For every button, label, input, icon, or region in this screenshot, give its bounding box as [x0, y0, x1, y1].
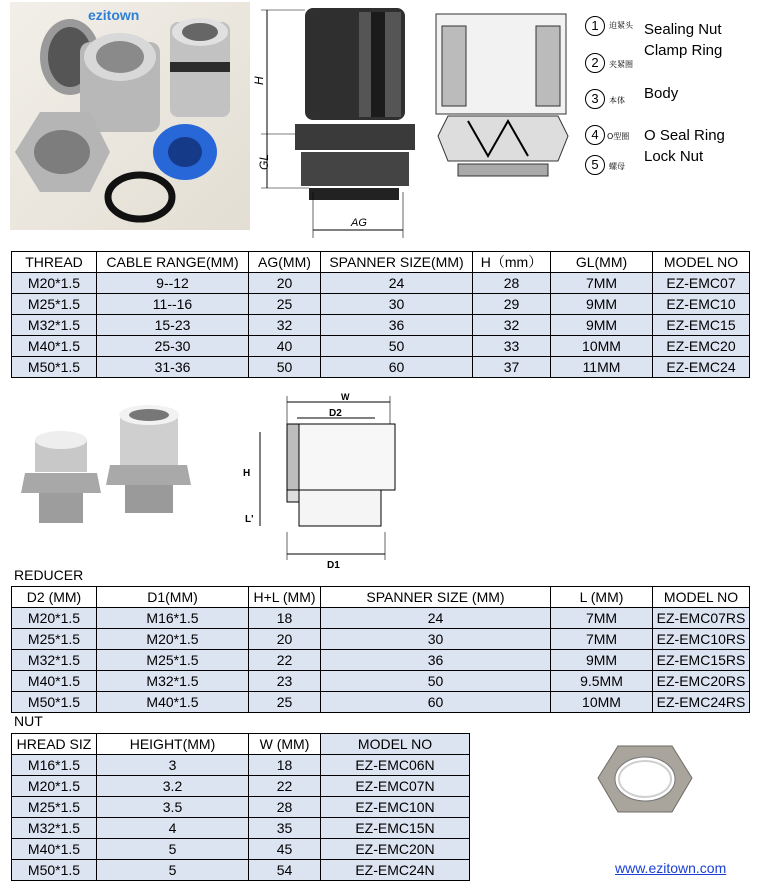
table-cell: 60 [321, 357, 473, 378]
table-cell: EZ-EMC15RS [653, 650, 750, 671]
header-cell: MODEL NO [321, 734, 470, 755]
table-cell: 20 [249, 273, 321, 294]
website-link[interactable]: www.ezitown.com [615, 860, 727, 876]
header-cell: L (MM) [551, 587, 653, 608]
table-cell: M16*1.5 [97, 608, 249, 629]
table-cell: 32 [473, 315, 551, 336]
cable-gland-parts-photo [10, 2, 250, 230]
photo-brand: ezitown [88, 7, 140, 23]
reducer-table-header [12, 587, 750, 608]
table-cell: 37 [473, 357, 551, 378]
table-cell: M50*1.5 [12, 692, 97, 713]
table-cell: 9MM [551, 294, 653, 315]
callout-cn-4: O型圈 [607, 132, 630, 141]
table-row [12, 629, 750, 650]
table-cell: EZ-EMC20RS [653, 671, 750, 692]
callout-lock-nut: Lock Nut [644, 148, 704, 165]
table-cell: 18 [249, 608, 321, 629]
table-row [12, 336, 750, 357]
header-cell: SPANNER SIZE(MM) [321, 252, 473, 273]
table-cell: 30 [321, 629, 551, 650]
table-row [12, 273, 750, 294]
table-cell: M50*1.5 [12, 357, 97, 378]
table-cell: 9.5MM [551, 671, 653, 692]
table-cell: 32 [249, 315, 321, 336]
table-cell: M20*1.5 [97, 629, 249, 650]
table-cell: 31-36 [97, 357, 249, 378]
table-cell: M40*1.5 [12, 336, 97, 357]
table-cell: EZ-EMC06N [321, 755, 470, 776]
table-cell: 29 [473, 294, 551, 315]
header-cell: D1(MM) [97, 587, 249, 608]
reducer-photo [15, 405, 220, 535]
table-cell: 11MM [551, 357, 653, 378]
table-cell: M40*1.5 [12, 839, 97, 860]
nut-title: NUT [14, 713, 43, 729]
table-cell: EZ-EMC24RS [653, 692, 750, 713]
table-row [12, 860, 470, 881]
table-cell: M16*1.5 [12, 755, 97, 776]
table-cell: 25 [249, 294, 321, 315]
callout-num-4: 4 [585, 125, 605, 145]
header-cell: SPANNER SIZE (MM) [321, 587, 551, 608]
gland-dimension-drawing [252, 2, 425, 242]
table-cell: 15-23 [97, 315, 249, 336]
table-cell: 20 [249, 629, 321, 650]
ag-label: AG [351, 217, 367, 229]
table-cell: 25 [249, 692, 321, 713]
callout-cn-1: 迫紧头 [609, 21, 633, 30]
header-cell: D2 (MM) [12, 587, 97, 608]
table-cell: 7MM [551, 608, 653, 629]
table-cell: 3.5 [97, 797, 249, 818]
table-row [12, 357, 750, 378]
gland-table-header [12, 252, 750, 273]
callout-body: Body [644, 85, 679, 102]
table-cell: 22 [249, 650, 321, 671]
table-cell: M32*1.5 [12, 818, 97, 839]
table-cell: 10MM [551, 336, 653, 357]
table-cell: EZ-EMC07 [653, 273, 750, 294]
table-cell: 50 [321, 671, 551, 692]
table-cell: 7MM [551, 629, 653, 650]
table-cell: 28 [249, 797, 321, 818]
header-cell: HEIGHT(MM) [97, 734, 249, 755]
table-cell: M25*1.5 [12, 629, 97, 650]
table-cell: 9MM [551, 315, 653, 336]
table-cell: M32*1.5 [97, 671, 249, 692]
table-row [12, 818, 470, 839]
table-cell: 9MM [551, 650, 653, 671]
table-cell: 40 [249, 336, 321, 357]
table-cell: 36 [321, 315, 473, 336]
table-row [12, 650, 750, 671]
table-cell: 54 [249, 860, 321, 881]
w-label: W [341, 392, 350, 402]
table-cell: 11--16 [97, 294, 249, 315]
table-cell: 23 [249, 671, 321, 692]
header-cell: MODEL NO [653, 252, 750, 273]
table-cell: 5 [97, 860, 249, 881]
table-cell: 4 [97, 818, 249, 839]
table-cell: M20*1.5 [12, 776, 97, 797]
gland-spec-table [11, 251, 750, 378]
table-row [12, 755, 470, 776]
table-cell: 7MM [551, 273, 653, 294]
table-cell: M20*1.5 [12, 273, 97, 294]
table-cell: 30 [321, 294, 473, 315]
table-cell: 50 [321, 336, 473, 357]
callout-num-3: 3 [585, 89, 605, 109]
header-cell: W (MM) [249, 734, 321, 755]
table-cell: EZ-EMC24N [321, 860, 470, 881]
table-cell: 9--12 [97, 273, 249, 294]
table-row [12, 776, 470, 797]
reducer-title: REDUCER [14, 567, 84, 583]
table-row [12, 692, 750, 713]
header-cell: AG(MM) [249, 252, 321, 273]
gland-cross-section [428, 6, 588, 181]
h-label: H [252, 76, 266, 85]
l-label: L' [245, 514, 254, 525]
callout-cn-2: 夹紧圈 [609, 60, 633, 69]
table-row [12, 608, 750, 629]
table-cell: EZ-EMC07N [321, 776, 470, 797]
nut-spec-table [11, 733, 470, 881]
table-row [12, 839, 470, 860]
table-cell: EZ-EMC24 [653, 357, 750, 378]
header-cell: THREAD [12, 252, 97, 273]
reducer-dimension-drawing [235, 392, 415, 572]
header-cell: H+L (MM) [249, 587, 321, 608]
callout-sealing-nut: Sealing Nut [644, 21, 722, 38]
table-cell: EZ-EMC10RS [653, 629, 750, 650]
table-row [12, 294, 750, 315]
table-cell: EZ-EMC10 [653, 294, 750, 315]
header-cell: MODEL NO [653, 587, 750, 608]
callout-o-seal-ring: O Seal Ring [644, 127, 725, 144]
lock-nut-photo [590, 738, 700, 823]
callout-cn-5: 螺母 [609, 162, 625, 171]
table-cell: M32*1.5 [12, 315, 97, 336]
header-cell: GL(MM) [551, 252, 653, 273]
table-cell: M40*1.5 [12, 671, 97, 692]
table-cell: 33 [473, 336, 551, 357]
table-cell: 3 [97, 755, 249, 776]
table-cell: 36 [321, 650, 551, 671]
table-cell: EZ-EMC20 [653, 336, 750, 357]
table-cell: EZ-EMC15N [321, 818, 470, 839]
table-cell: M20*1.5 [12, 608, 97, 629]
table-cell: 50 [249, 357, 321, 378]
table-cell: 35 [249, 818, 321, 839]
table-cell: M40*1.5 [97, 692, 249, 713]
table-row [12, 797, 470, 818]
nut-table-header [12, 734, 470, 755]
table-cell: 24 [321, 608, 551, 629]
table-cell: M25*1.5 [97, 650, 249, 671]
header-cell: H（mm） [473, 252, 551, 273]
table-row [12, 315, 750, 336]
table-cell: EZ-EMC07RS [653, 608, 750, 629]
table-cell: M50*1.5 [12, 860, 97, 881]
reducer-spec-table [11, 586, 750, 713]
callout-num-2: 2 [585, 53, 605, 73]
header-cell: HREAD SIZ [12, 734, 97, 755]
gl-label: GL [257, 153, 271, 170]
table-cell: 3.2 [97, 776, 249, 797]
table-cell: 24 [321, 273, 473, 294]
d1-label: D1 [327, 560, 340, 571]
table-cell: EZ-EMC20N [321, 839, 470, 860]
table-row [12, 671, 750, 692]
table-cell: 28 [473, 273, 551, 294]
h-label-2: H [243, 468, 251, 479]
table-cell: 45 [249, 839, 321, 860]
table-cell: M32*1.5 [12, 650, 97, 671]
table-cell: M25*1.5 [12, 294, 97, 315]
callout-clamp-ring: Clamp Ring [644, 42, 723, 59]
d2-label: D2 [329, 408, 342, 419]
table-cell: EZ-EMC15 [653, 315, 750, 336]
table-cell: M25*1.5 [12, 797, 97, 818]
table-cell: 25-30 [97, 336, 249, 357]
table-cell: 10MM [551, 692, 653, 713]
table-cell: 5 [97, 839, 249, 860]
callout-num-5: 5 [585, 155, 605, 175]
header-cell: CABLE RANGE(MM) [97, 252, 249, 273]
table-cell: 18 [249, 755, 321, 776]
callout-cn-3: 本体 [609, 96, 625, 105]
product-photo [10, 2, 250, 230]
callout-num-1: 1 [585, 16, 605, 36]
table-cell: 22 [249, 776, 321, 797]
table-cell: 60 [321, 692, 551, 713]
table-cell: EZ-EMC10N [321, 797, 470, 818]
